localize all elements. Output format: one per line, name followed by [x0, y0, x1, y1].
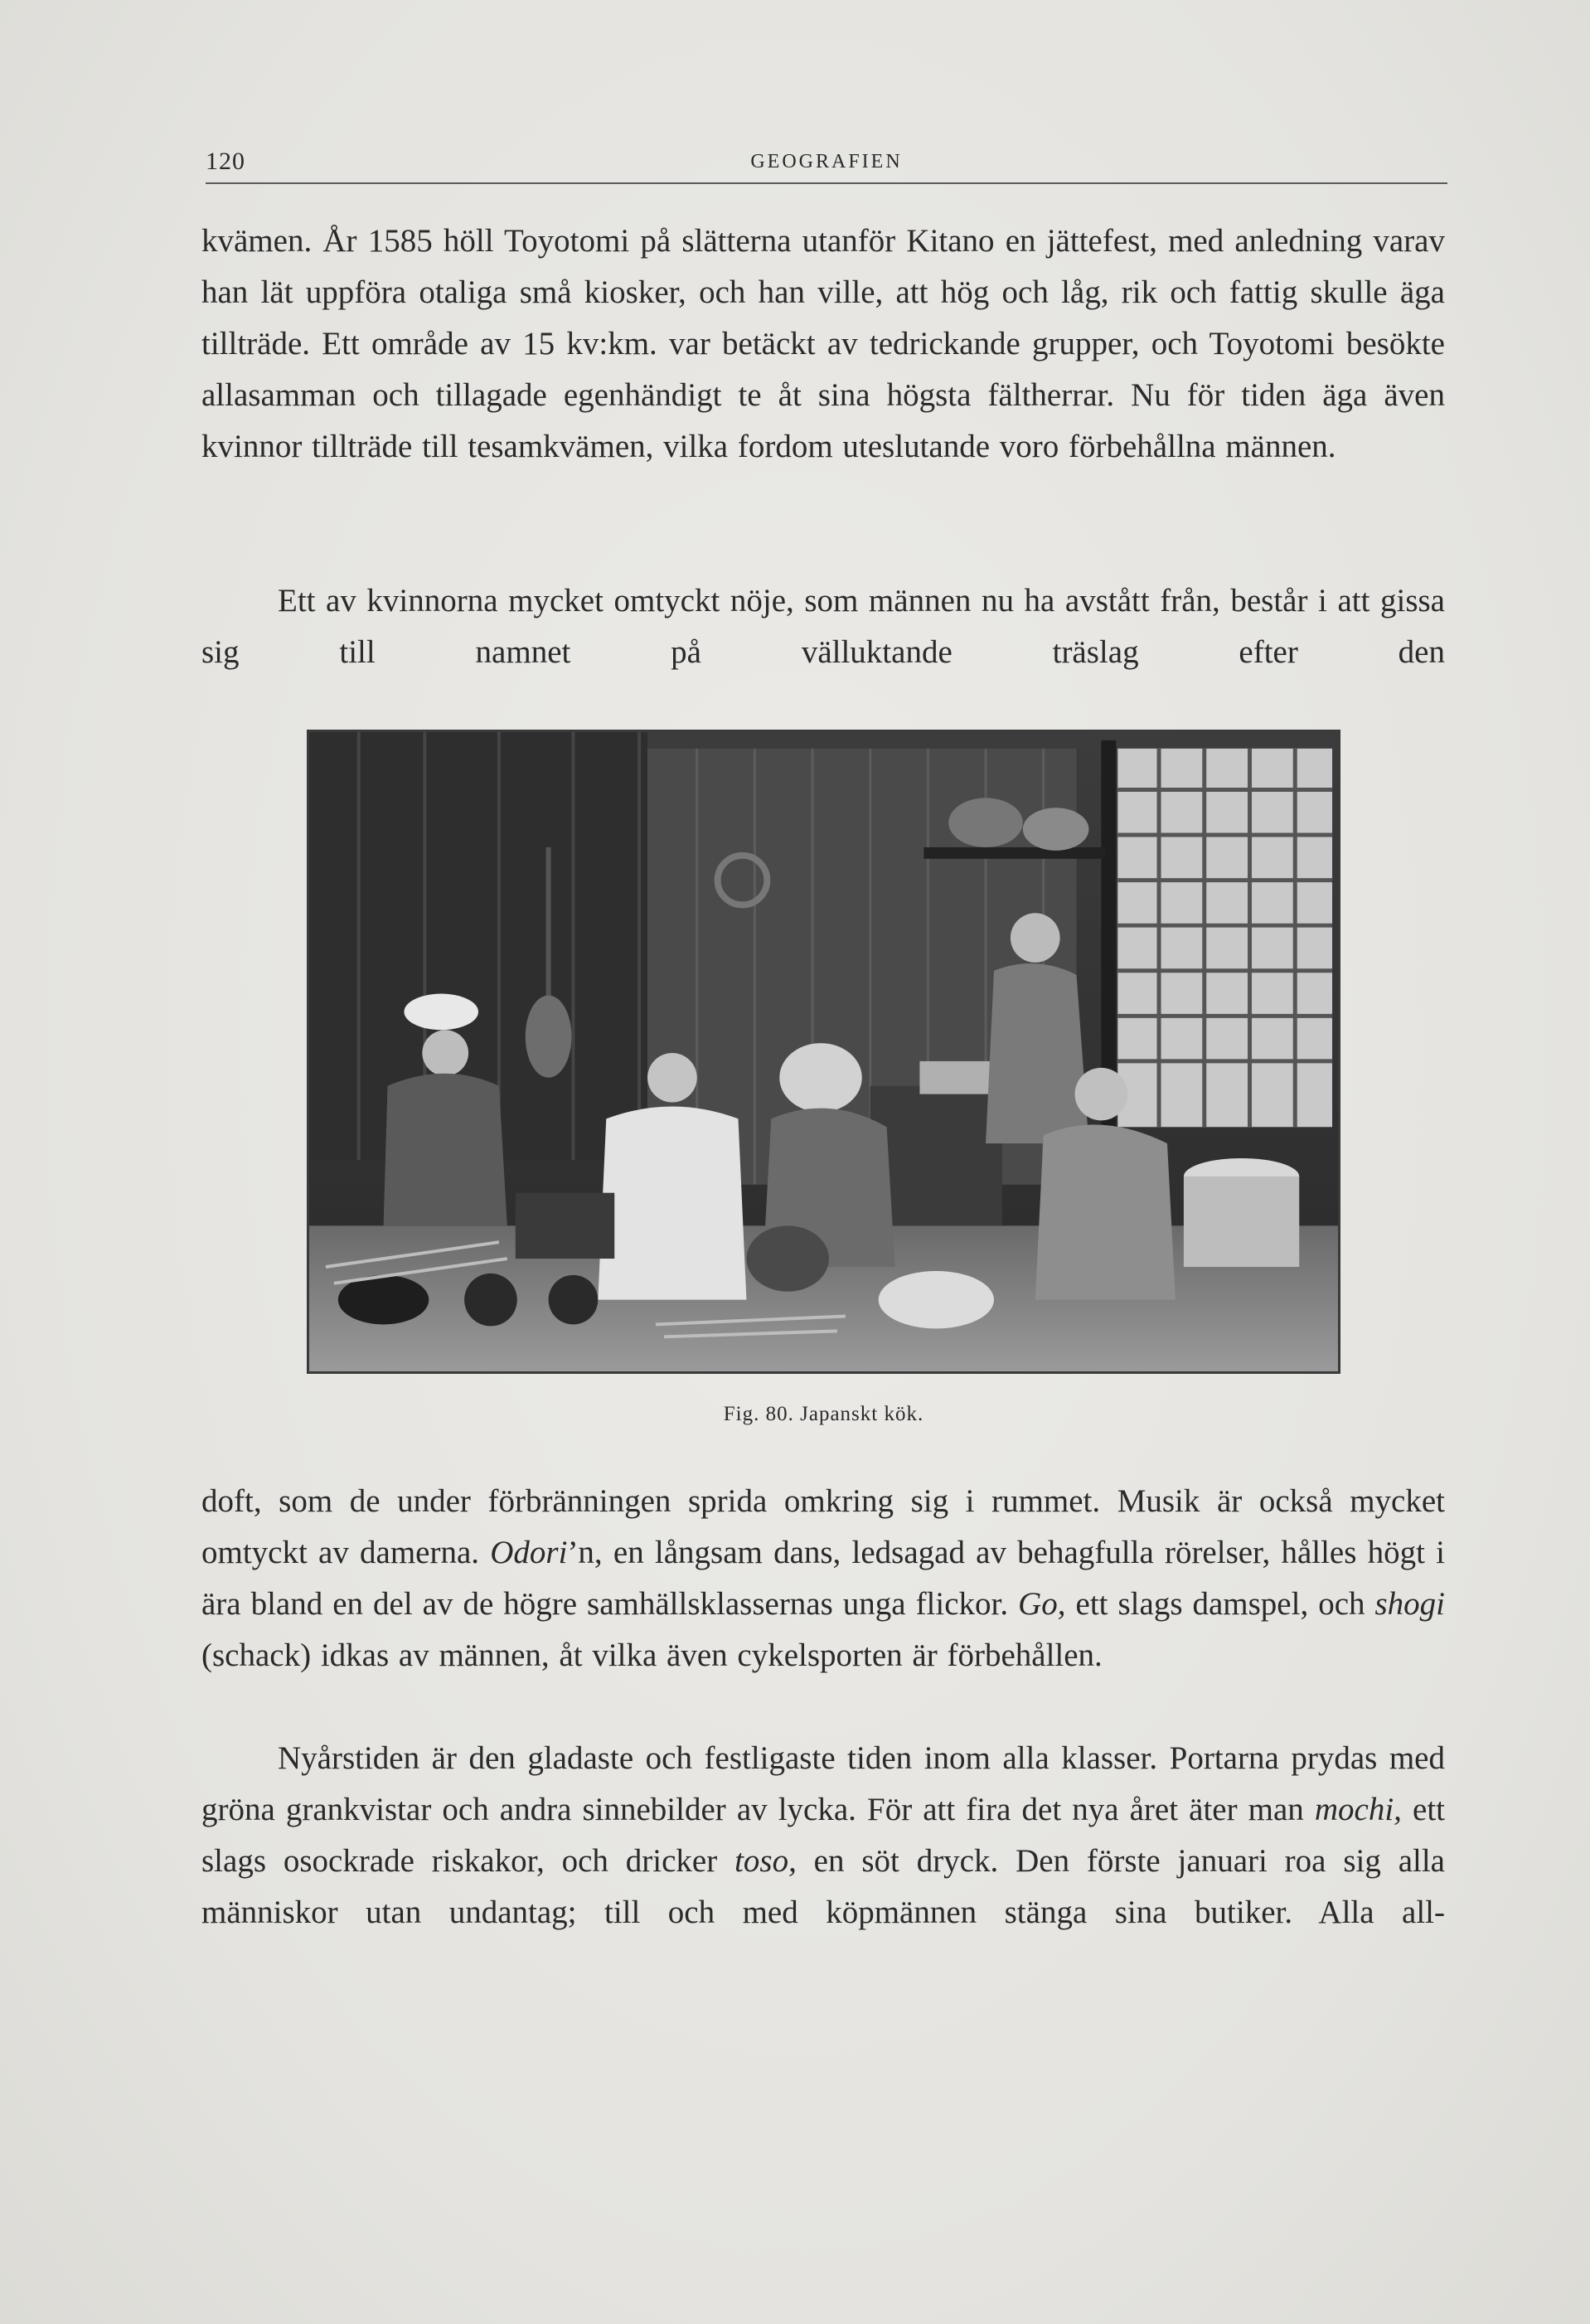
- italic-term-mochi: mochi,: [1314, 1792, 1402, 1827]
- italic-term-go: Go,: [1018, 1586, 1066, 1622]
- paragraph-incense-game-text: Ett av kvinnorna mycket omtyckt nöje, som männen nu ha avstått från, består i att gissa sig till namnet på välluktande träslag efter den: [201, 583, 1445, 670]
- text-run: ’n, en långsam dans, ledsagad av behagfulla rörelser, hålles högt i ära bland en del av de högre samhällsklassernas unga flickor.: [201, 1535, 1445, 1622]
- page-number: 120: [206, 148, 245, 175]
- text-run: ett slags osockrade riskakor, och dricker: [201, 1792, 1445, 1879]
- paragraph-tea-ceremony: kvämen. År 1585 höll Toyotomi på slätterna utanför Kitano en jättefest, med anledning varav han lät uppföra otaliga små kiosker, och han ville, att hög och låg, rik och fattig skulle äga tillträde. Ett område av 15 kv:km. var betäckt av tedrickande grupper, och Toyotomi besökte allasamman och tillagade egenhändigt te åt sina högsta fältherrar. Nu för tiden äga även kvinnor tillträde till tesamkvämen, vilka fordom uteslutande voro förbehållna männen.: [201, 223, 1445, 464]
- text-run: doft, som de under förbränningen sprida omkring sig i rummet. Musik är också mycket omtyckt av damerna.: [201, 1483, 1445, 1570]
- italic-term-toso: toso,: [734, 1843, 797, 1879]
- figure-photo-japanese-kitchen: [307, 730, 1340, 1374]
- paragraph-music-games: [201, 1476, 1445, 1681]
- text-run: ett slags damspel, och: [1065, 1586, 1375, 1622]
- text-run: Nyårstiden är den gladaste och festligaste tiden inom alla klasser. Portarna prydas med gröna grankvistar och andra sinnebilder av lycka. För att fira det nya året äter man: [201, 1740, 1445, 1827]
- italic-term-odori: Odori: [490, 1535, 568, 1570]
- paragraph-incense-game: [201, 575, 1445, 678]
- figure-caption: Fig. 80. Japanskt kök.: [723, 1403, 924, 1425]
- text-run: (schack) idkas av männen, åt vilka även cykelsporten är förbehållen.: [201, 1637, 1103, 1673]
- paragraph-new-year: [201, 1733, 1445, 1938]
- italic-term-shogi: shogi: [1374, 1586, 1445, 1622]
- running-title: GEOGRAFIEN: [750, 151, 903, 172]
- kitchen-photo-illustration: [309, 732, 1338, 1371]
- text-run: en söt dryck. Den förste januari roa sig alla människor utan undantag; till och med köpmännen stänga sina butiker. Alla all-: [201, 1843, 1445, 1930]
- running-head: [206, 141, 1447, 184]
